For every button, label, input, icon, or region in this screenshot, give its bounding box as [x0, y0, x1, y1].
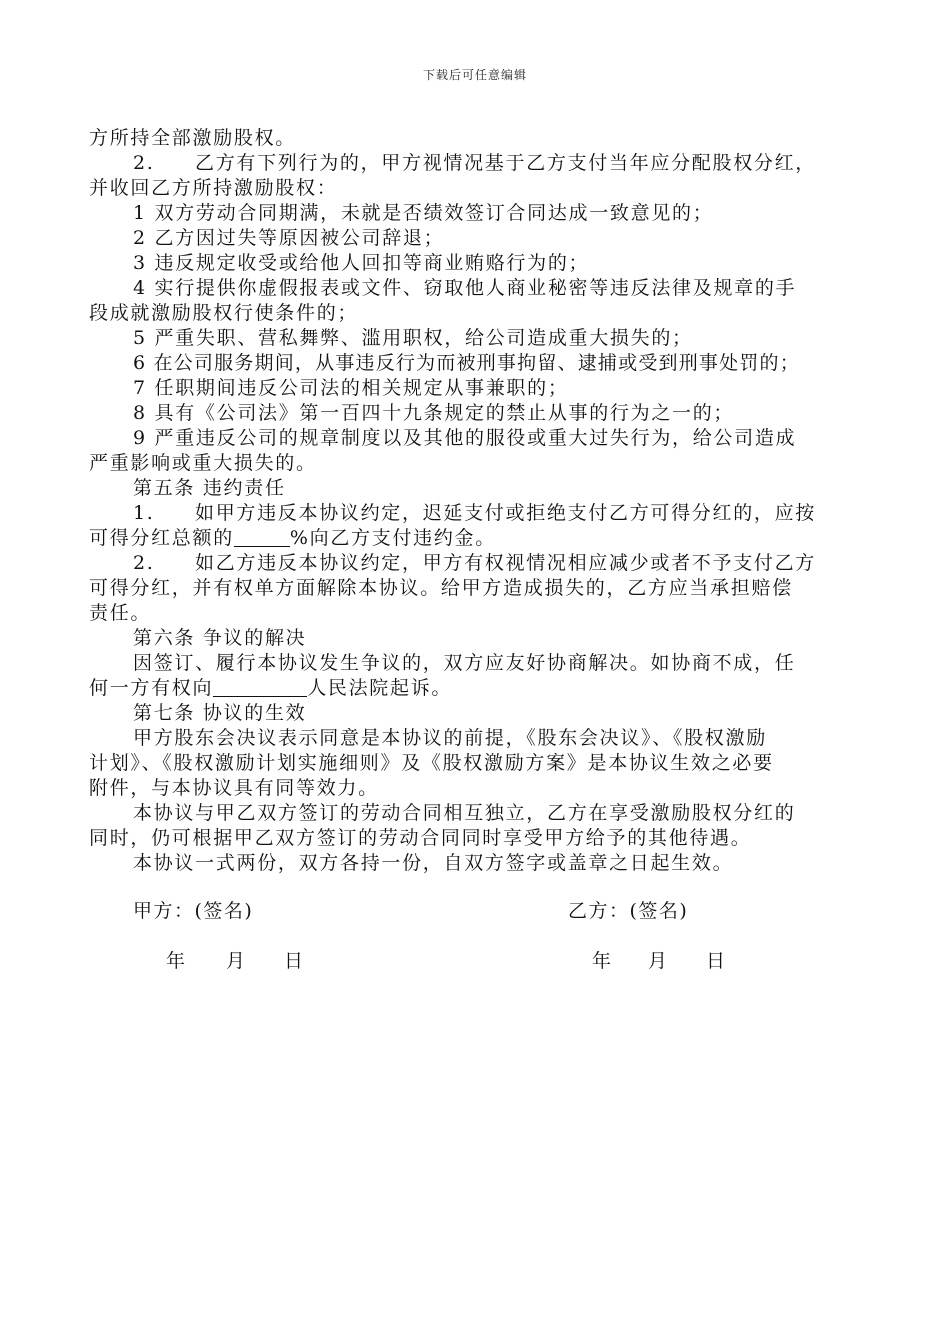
- list-item: 7 任职期间违反公司法的相关规定从事兼职的；: [133, 377, 569, 399]
- clause-line: [89, 151, 859, 176]
- clause-number: 1.: [133, 502, 155, 524]
- day-label: 日: [706, 950, 726, 972]
- text-line: 同时，仍可根据甲乙双方签订的劳动合同同时享受甲方给予的其他待遇。: [89, 827, 752, 849]
- text-line: 计划》、《股权激励计划实施细则》及《股权激励方案》是本协议生效之必要: [89, 752, 774, 774]
- list-item: 3 违反规定收受或给他人回扣等商业贿赂行为的；: [133, 252, 590, 274]
- party-b-date: [592, 946, 725, 973]
- day-label: 日: [284, 950, 304, 972]
- fill-blank: [234, 527, 290, 547]
- text-line: [89, 676, 859, 701]
- section-heading: 第五条 违约责任: [133, 477, 286, 499]
- month-label: 月: [648, 950, 668, 972]
- text-segment: 人民法院起诉。: [307, 677, 453, 699]
- clause-text: 如甲方违反本协议约定，迟延支付或拒绝支付乙方可得分红的，应按: [195, 502, 817, 524]
- text-line: 甲方股东会决议表示同意是本协议的前提，《股东会决议》、《股权激励: [133, 727, 767, 749]
- page-header: 下载后可任意编辑: [422, 68, 527, 82]
- text-segment: %向乙方支付违约金。: [289, 527, 496, 549]
- text-line: 段成就激励股权行使条件的；: [89, 302, 359, 324]
- clause-text: 如乙方违反本协议约定，甲方有权视情况相应减少或者不予支付乙方: [195, 552, 817, 574]
- list-item: 2 乙方因过失等原因被公司辞退；: [133, 227, 445, 249]
- text-line: [89, 526, 859, 551]
- section-heading: 第七条 协议的生效: [133, 702, 307, 724]
- clause-line: [89, 501, 859, 526]
- list-item: 5 严重失职、营私舞弊、滥用职权，给公司造成重大损失的；: [133, 327, 693, 349]
- clause-number: 2.: [133, 152, 155, 174]
- section-heading: 第六条 争议的解决: [133, 627, 307, 649]
- list-item: 6 在公司服务期间，从事违反行为而被刑事拘留、逮捕或受到刑事处罚的；: [133, 352, 800, 374]
- party-b-signature: 乙方：(签名): [568, 900, 689, 922]
- clause-number: 2.: [133, 552, 155, 574]
- text-line: 严重影响或重大损失的。: [89, 452, 317, 474]
- text-line: 方所持全部激励股权。: [89, 127, 297, 149]
- year-label: 年: [592, 950, 612, 972]
- list-item: 4 实行提供你虚假报表或文件、窃取他人商业秘密等违反法律及规章的手: [133, 277, 797, 299]
- month-label: 月: [226, 950, 246, 972]
- text-line: 可得分红，并有权单方面解除本协议。给甲方造成损失的，乙方应当承担赔偿: [89, 577, 793, 599]
- list-item: 9 严重违反公司的规章制度以及其他的服役或重大过失行为，给公司造成: [133, 427, 797, 449]
- text-segment: 可得分红总额的: [89, 527, 234, 549]
- text-line: 因签订、履行本协议发生争议的，双方应友好协商解决。如协商不成，任: [133, 652, 796, 674]
- text-line: 本协议一式两份，双方各持一份，自双方签字或盖章之日起生效。: [133, 852, 734, 874]
- clause-line: [89, 551, 859, 576]
- text-line: 责任。: [89, 602, 152, 624]
- text-line: 本协议与甲乙双方签订的劳动合同相互独立，乙方在享受激励股权分红的: [133, 802, 796, 824]
- document-body: [89, 126, 859, 876]
- year-label: 年: [166, 950, 186, 972]
- text-line: 附件，与本协议具有同等效力。: [89, 777, 379, 799]
- fill-blank: [213, 677, 307, 697]
- clause-text: 乙方有下列行为的，甲方视情况基于乙方支付当年应分配股权分红，: [195, 152, 817, 174]
- party-a-date: [166, 946, 303, 973]
- list-item: 8 具有《公司法》第一百四十九条规定的禁止从事的行为之一的；: [133, 402, 735, 424]
- list-item: 1 双方劳动合同期满，未就是否绩效签订合同达成一致意见的；: [133, 202, 714, 224]
- text-line: 并收回乙方所持激励股权：: [89, 177, 338, 199]
- text-segment: 何一方有权向: [89, 677, 214, 699]
- party-a-signature: 甲方：(签名): [133, 900, 254, 922]
